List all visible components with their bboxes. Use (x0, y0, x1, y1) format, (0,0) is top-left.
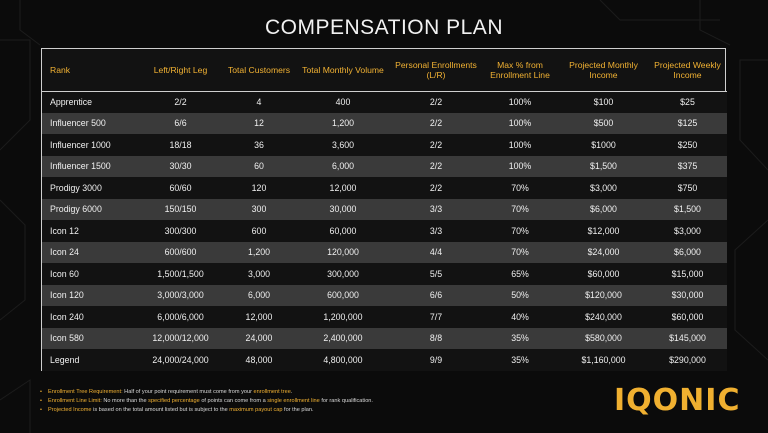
table-cell: 4,800,000 (295, 349, 391, 371)
table-cell: 4/4 (391, 242, 481, 264)
footnote-highlight: Enrollment Line Limit: (48, 398, 102, 404)
table-cell: 120 (223, 177, 295, 199)
table-cell: 150/150 (138, 199, 223, 221)
table-cell: $250 (648, 134, 727, 156)
column-header: Max % from Enrollment Line (481, 49, 559, 91)
table-cell: $1,500 (648, 199, 727, 221)
table-cell: $30,000 (648, 285, 727, 307)
table-cell: $375 (648, 156, 727, 178)
table-cell: 3,000/3,000 (138, 285, 223, 307)
rank-cell: Icon 240 (42, 306, 138, 328)
rank-cell: Influencer 1000 (42, 134, 138, 156)
table-cell: 60 (223, 156, 295, 178)
table-cell: 6,000 (223, 285, 295, 307)
table-cell: $60,000 (648, 306, 727, 328)
table-cell: 3,600 (295, 134, 391, 156)
table-cell: 60/60 (138, 177, 223, 199)
table-cell: 50% (481, 285, 559, 307)
table-cell: 3/3 (391, 220, 481, 242)
table-cell: 6,000/6,000 (138, 306, 223, 328)
table-cell: 70% (481, 220, 559, 242)
footnote-item (40, 406, 580, 415)
table-cell: 5/5 (391, 263, 481, 285)
table-cell: 12,000/12,000 (138, 328, 223, 350)
table-row (42, 199, 727, 221)
rank-cell: Legend (42, 349, 138, 371)
footnote-text (48, 388, 292, 397)
table-cell: 600 (223, 220, 295, 242)
footnote-span: is based on the total amount listed but is subject to the (91, 407, 230, 413)
table-cell: $145,000 (648, 328, 727, 350)
rank-cell: Prodigy 3000 (42, 177, 138, 199)
footnote-span: of points can come from a (199, 398, 268, 404)
table-cell: 1,200 (223, 242, 295, 264)
table-row (42, 263, 727, 285)
table-cell: 18/18 (138, 134, 223, 156)
table-cell: 1,500/1,500 (138, 263, 223, 285)
table-cell: $580,000 (559, 328, 648, 350)
column-header: Rank (42, 49, 138, 91)
table-row (42, 242, 727, 264)
table-cell: 70% (481, 242, 559, 264)
footnote-span: . (290, 389, 293, 395)
table-cell: $120,000 (559, 285, 648, 307)
footnote-item (40, 397, 580, 406)
table-cell: 4 (223, 91, 295, 113)
rank-cell: Icon 120 (42, 285, 138, 307)
table-cell: $240,000 (559, 306, 648, 328)
table-cell: 100% (481, 156, 559, 178)
compensation-table (41, 48, 726, 371)
table-cell: 36 (223, 134, 295, 156)
table-cell: 8/8 (391, 328, 481, 350)
table-row (42, 349, 727, 371)
rank-cell: Icon 60 (42, 263, 138, 285)
table-cell: 1,200 (295, 113, 391, 135)
table-cell: 400 (295, 91, 391, 113)
table-cell: 2/2 (391, 113, 481, 135)
table-cell: 2/2 (391, 134, 481, 156)
rank-cell: Icon 24 (42, 242, 138, 264)
table-cell: 6,000 (295, 156, 391, 178)
footnote-highlight: single enrollment line (267, 398, 320, 404)
column-header: Personal Enrollments (L/R) (391, 49, 481, 91)
table-row (42, 134, 727, 156)
table-row (42, 220, 727, 242)
table-cell: 6/6 (391, 285, 481, 307)
table-cell: $6,000 (648, 242, 727, 264)
footnote-highlight: Enrollment Tree Requirement: (48, 389, 123, 395)
rank-cell: Influencer 1500 (42, 156, 138, 178)
column-header: Total Monthly Volume (295, 49, 391, 91)
table-cell: $60,000 (559, 263, 648, 285)
table-cell: 60,000 (295, 220, 391, 242)
table-cell: 100% (481, 134, 559, 156)
column-header: Projected Weekly Income (648, 49, 727, 91)
table-cell: 9/9 (391, 349, 481, 371)
table-cell: 30,000 (295, 199, 391, 221)
table-cell: 12,000 (295, 177, 391, 199)
table-row (42, 91, 727, 113)
table-row (42, 156, 727, 178)
table-cell: 24,000/24,000 (138, 349, 223, 371)
table-cell: 2/2 (138, 91, 223, 113)
table-cell: 300/300 (138, 220, 223, 242)
table-cell: 70% (481, 177, 559, 199)
table-cell: 70% (481, 199, 559, 221)
table-cell: 12 (223, 113, 295, 135)
table-cell: 2,400,000 (295, 328, 391, 350)
table-cell: 300 (223, 199, 295, 221)
table-row (42, 177, 727, 199)
table-cell: $1,500 (559, 156, 648, 178)
table-cell: 7/7 (391, 306, 481, 328)
table-cell: 2/2 (391, 156, 481, 178)
table-row (42, 328, 727, 350)
footnote-text (48, 397, 373, 406)
rank-cell: Icon 12 (42, 220, 138, 242)
table-cell: 600/600 (138, 242, 223, 264)
table-cell: 40% (481, 306, 559, 328)
table-cell: 24,000 (223, 328, 295, 350)
table-cell: 100% (481, 91, 559, 113)
table-row (42, 306, 727, 328)
table-cell: 3,000 (223, 263, 295, 285)
footnote-highlight: Projected Income (48, 407, 92, 413)
table-cell: 2/2 (391, 91, 481, 113)
table-cell: 65% (481, 263, 559, 285)
table-cell: 100% (481, 113, 559, 135)
table-cell: $290,000 (648, 349, 727, 371)
bullet-icon: • (40, 389, 42, 395)
rank-cell: Icon 580 (42, 328, 138, 350)
table-row (42, 285, 727, 307)
table-cell: $100 (559, 91, 648, 113)
footnote-text (48, 406, 314, 415)
footnote-span: for the plan. (282, 407, 314, 413)
table-cell: 35% (481, 328, 559, 350)
table-cell: 12,000 (223, 306, 295, 328)
table-row (42, 113, 727, 135)
table-cell: $12,000 (559, 220, 648, 242)
column-header: Left/Right Leg (138, 49, 223, 91)
table-body (42, 91, 727, 371)
footnote-span: No more than the (101, 398, 149, 404)
table-cell: $3,000 (648, 220, 727, 242)
table-cell: 30/30 (138, 156, 223, 178)
table-cell: $125 (648, 113, 727, 135)
footnote-span: for rank qualification. (319, 398, 373, 404)
footnote-highlight: specified percentage (148, 398, 200, 404)
table-cell: 48,000 (223, 349, 295, 371)
table-cell: 600,000 (295, 285, 391, 307)
rank-cell: Apprentice (42, 91, 138, 113)
table-cell: $6,000 (559, 199, 648, 221)
table-cell: 3/3 (391, 199, 481, 221)
column-header: Total Customers (223, 49, 295, 91)
footnote-item (40, 388, 580, 397)
bullet-icon: • (40, 407, 42, 413)
footnotes (40, 388, 580, 415)
bullet-icon: • (40, 398, 42, 404)
table-header (42, 49, 727, 91)
table-cell: 6/6 (138, 113, 223, 135)
table-cell: $25 (648, 91, 727, 113)
rank-cell: Influencer 500 (42, 113, 138, 135)
iqonic-logo: IQONIC (614, 383, 741, 418)
table-cell: $1000 (559, 134, 648, 156)
table-cell: 35% (481, 349, 559, 371)
table-cell: $1,160,000 (559, 349, 648, 371)
table-cell: 2/2 (391, 177, 481, 199)
page-title: COMPENSATION PLAN (265, 16, 503, 39)
footnote-highlight: maximum payout cap (229, 407, 283, 413)
table-cell: $24,000 (559, 242, 648, 264)
table-cell: $3,000 (559, 177, 648, 199)
footnote-highlight: enrollment tree (253, 389, 291, 395)
column-header: Projected Monthly Income (559, 49, 648, 91)
table-cell: $15,000 (648, 263, 727, 285)
rank-cell: Prodigy 6000 (42, 199, 138, 221)
table-cell: 120,000 (295, 242, 391, 264)
table-cell: 1,200,000 (295, 306, 391, 328)
table-cell: 300,000 (295, 263, 391, 285)
footnote-span: Half of your point requirement must come from your (122, 389, 254, 395)
table-cell: $750 (648, 177, 727, 199)
table-cell: $500 (559, 113, 648, 135)
